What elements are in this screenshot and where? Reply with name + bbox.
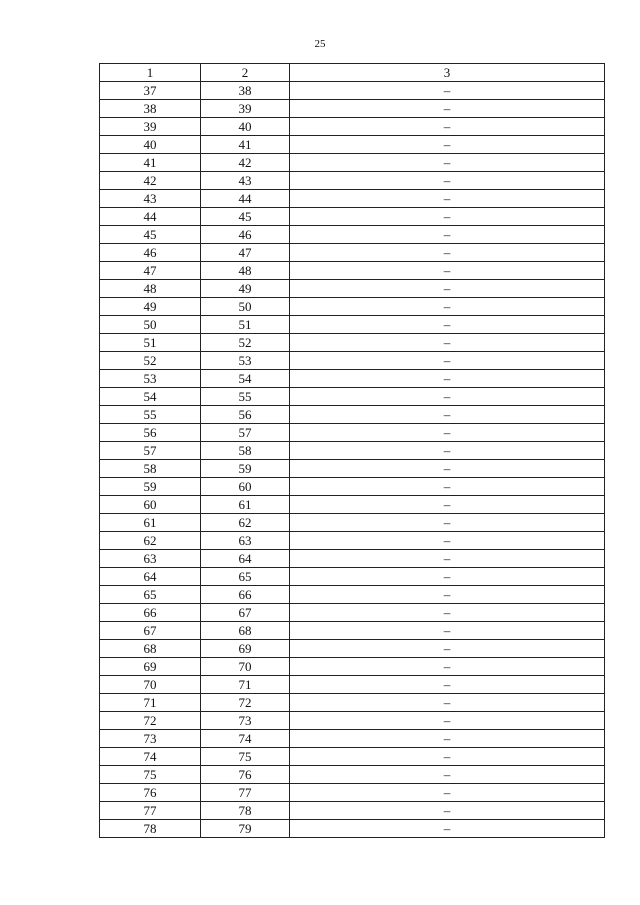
table-row	[100, 586, 605, 604]
table-cell-col-2: 41	[201, 136, 290, 154]
table-cell-col-1: 41	[100, 154, 201, 172]
table-cell-col-3: –	[290, 154, 605, 172]
table-cell-col-3: –	[290, 712, 605, 730]
table-cell-col-3: –	[290, 532, 605, 550]
table-cell-col-1: 73	[100, 730, 201, 748]
table-cell-col-3: –	[290, 244, 605, 262]
table-row	[100, 244, 605, 262]
table-cell-col-2: 77	[201, 784, 290, 802]
table-cell-col-3: –	[290, 352, 605, 370]
table-row	[100, 766, 605, 784]
table-cell-col-3: –	[290, 370, 605, 388]
table-row	[100, 370, 605, 388]
table-row	[100, 298, 605, 316]
table-row	[100, 118, 605, 136]
table-cell-col-1: 44	[100, 208, 201, 226]
table-cell-col-1: 64	[100, 568, 201, 586]
table-cell-col-2: 54	[201, 370, 290, 388]
table-cell-col-1: 38	[100, 100, 201, 118]
column-header-3: 3	[290, 64, 605, 82]
table-cell-col-3: –	[290, 496, 605, 514]
table-cell-col-1: 45	[100, 226, 201, 244]
table-cell-col-1: 63	[100, 550, 201, 568]
table-cell-col-3: –	[290, 190, 605, 208]
table-cell-col-3: –	[290, 82, 605, 100]
table-row	[100, 730, 605, 748]
table-cell-col-2: 53	[201, 352, 290, 370]
table-cell-col-3: –	[290, 586, 605, 604]
table-cell-col-2: 74	[201, 730, 290, 748]
table-row	[100, 406, 605, 424]
table-cell-col-3: –	[290, 442, 605, 460]
table-cell-col-3: –	[290, 136, 605, 154]
table-cell-col-1: 47	[100, 262, 201, 280]
table-cell-col-1: 53	[100, 370, 201, 388]
table-cell-col-2: 46	[201, 226, 290, 244]
table-row	[100, 442, 605, 460]
table-cell-col-3: –	[290, 568, 605, 586]
table-cell-col-3: –	[290, 640, 605, 658]
table-cell-col-3: –	[290, 388, 605, 406]
table-cell-col-1: 68	[100, 640, 201, 658]
table-cell-col-1: 51	[100, 334, 201, 352]
table-cell-col-1: 72	[100, 712, 201, 730]
table-cell-col-2: 60	[201, 478, 290, 496]
table-cell-col-3: –	[290, 334, 605, 352]
table-cell-col-2: 62	[201, 514, 290, 532]
table-cell-col-2: 51	[201, 316, 290, 334]
table-cell-col-2: 61	[201, 496, 290, 514]
table-cell-col-3: –	[290, 460, 605, 478]
table-row	[100, 694, 605, 712]
table-cell-col-1: 69	[100, 658, 201, 676]
table-cell-col-3: –	[290, 424, 605, 442]
table-cell-col-1: 49	[100, 298, 201, 316]
table-cell-col-1: 48	[100, 280, 201, 298]
table-cell-col-1: 75	[100, 766, 201, 784]
table-cell-col-2: 56	[201, 406, 290, 424]
column-header-2: 2	[201, 64, 290, 82]
table-row	[100, 280, 605, 298]
table-cell-col-1: 59	[100, 478, 201, 496]
table-cell-col-2: 40	[201, 118, 290, 136]
table-cell-col-2: 49	[201, 280, 290, 298]
table-cell-col-2: 38	[201, 82, 290, 100]
table-row	[100, 532, 605, 550]
table-row	[100, 496, 605, 514]
table-cell-col-1: 78	[100, 820, 201, 838]
table-cell-col-3: –	[290, 100, 605, 118]
table-row	[100, 334, 605, 352]
table-cell-col-2: 69	[201, 640, 290, 658]
table-cell-col-3: –	[290, 820, 605, 838]
table-cell-col-3: –	[290, 316, 605, 334]
table-cell-col-1: 60	[100, 496, 201, 514]
table-cell-col-3: –	[290, 622, 605, 640]
table-row	[100, 262, 605, 280]
table-row	[100, 352, 605, 370]
table-cell-col-2: 79	[201, 820, 290, 838]
table-cell-col-2: 57	[201, 424, 290, 442]
table-cell-col-3: –	[290, 514, 605, 532]
table-cell-col-1: 61	[100, 514, 201, 532]
table-row	[100, 568, 605, 586]
table-cell-col-1: 37	[100, 82, 201, 100]
table-row	[100, 604, 605, 622]
table-cell-col-1: 62	[100, 532, 201, 550]
table-cell-col-2: 71	[201, 676, 290, 694]
table-cell-col-1: 50	[100, 316, 201, 334]
table-cell-col-1: 43	[100, 190, 201, 208]
data-table	[99, 63, 605, 838]
table-row	[100, 712, 605, 730]
table-header-row	[100, 64, 605, 82]
table-row	[100, 820, 605, 838]
table-cell-col-3: –	[290, 226, 605, 244]
table-cell-col-2: 75	[201, 748, 290, 766]
table-cell-col-3: –	[290, 550, 605, 568]
table-cell-col-2: 64	[201, 550, 290, 568]
table-cell-col-1: 54	[100, 388, 201, 406]
table-cell-col-2: 68	[201, 622, 290, 640]
table-cell-col-3: –	[290, 658, 605, 676]
table-row	[100, 550, 605, 568]
table-cell-col-1: 55	[100, 406, 201, 424]
table-cell-col-2: 47	[201, 244, 290, 262]
table-row	[100, 784, 605, 802]
table-cell-col-1: 39	[100, 118, 201, 136]
table-row	[100, 622, 605, 640]
table-body	[100, 82, 605, 838]
table-cell-col-1: 67	[100, 622, 201, 640]
table-row	[100, 460, 605, 478]
table-cell-col-1: 76	[100, 784, 201, 802]
table-cell-col-1: 66	[100, 604, 201, 622]
table-row	[100, 802, 605, 820]
table-cell-col-1: 42	[100, 172, 201, 190]
table-cell-col-1: 57	[100, 442, 201, 460]
table-cell-col-2: 50	[201, 298, 290, 316]
table-cell-col-1: 56	[100, 424, 201, 442]
table-row	[100, 658, 605, 676]
table-row	[100, 478, 605, 496]
table-cell-col-2: 45	[201, 208, 290, 226]
table-cell-col-3: –	[290, 748, 605, 766]
table-row	[100, 640, 605, 658]
table-row	[100, 226, 605, 244]
table-cell-col-2: 55	[201, 388, 290, 406]
table-row	[100, 388, 605, 406]
table-cell-col-2: 43	[201, 172, 290, 190]
table-cell-col-1: 52	[100, 352, 201, 370]
column-header-1: 1	[100, 64, 201, 82]
table-row	[100, 748, 605, 766]
table-row	[100, 676, 605, 694]
table-row	[100, 190, 605, 208]
table-row	[100, 172, 605, 190]
table-cell-col-2: 70	[201, 658, 290, 676]
table-cell-col-2: 67	[201, 604, 290, 622]
table-cell-col-1: 58	[100, 460, 201, 478]
table-row	[100, 100, 605, 118]
table-row	[100, 154, 605, 172]
table-cell-col-1: 46	[100, 244, 201, 262]
table-row	[100, 424, 605, 442]
table-cell-col-2: 66	[201, 586, 290, 604]
table-cell-col-3: –	[290, 604, 605, 622]
table-cell-col-2: 48	[201, 262, 290, 280]
table-row	[100, 82, 605, 100]
table-cell-col-2: 42	[201, 154, 290, 172]
page-number: 25	[314, 38, 326, 50]
table-cell-col-2: 72	[201, 694, 290, 712]
table-cell-col-3: –	[290, 262, 605, 280]
table-cell-col-2: 73	[201, 712, 290, 730]
table-cell-col-3: –	[290, 802, 605, 820]
table-cell-col-1: 71	[100, 694, 201, 712]
table-cell-col-2: 52	[201, 334, 290, 352]
table-cell-col-3: –	[290, 172, 605, 190]
table-cell-col-1: 70	[100, 676, 201, 694]
table-cell-col-3: –	[290, 280, 605, 298]
table-cell-col-2: 39	[201, 100, 290, 118]
table-cell-col-3: –	[290, 478, 605, 496]
table-cell-col-3: –	[290, 298, 605, 316]
table-cell-col-1: 77	[100, 802, 201, 820]
table-row	[100, 514, 605, 532]
table-cell-col-2: 65	[201, 568, 290, 586]
table-row	[100, 316, 605, 334]
table-cell-col-3: –	[290, 694, 605, 712]
table-cell-col-1: 40	[100, 136, 201, 154]
table-cell-col-3: –	[290, 406, 605, 424]
table-cell-col-3: –	[290, 730, 605, 748]
table-cell-col-2: 58	[201, 442, 290, 460]
table-cell-col-2: 78	[201, 802, 290, 820]
table-cell-col-3: –	[290, 766, 605, 784]
table-row	[100, 208, 605, 226]
table-cell-col-3: –	[290, 208, 605, 226]
table-cell-col-2: 76	[201, 766, 290, 784]
table-cell-col-3: –	[290, 784, 605, 802]
table-row	[100, 136, 605, 154]
table-cell-col-1: 65	[100, 586, 201, 604]
table-cell-col-3: –	[290, 118, 605, 136]
table-cell-col-1: 74	[100, 748, 201, 766]
table-cell-col-2: 63	[201, 532, 290, 550]
table-cell-col-2: 59	[201, 460, 290, 478]
table-cell-col-2: 44	[201, 190, 290, 208]
table-cell-col-3: –	[290, 676, 605, 694]
